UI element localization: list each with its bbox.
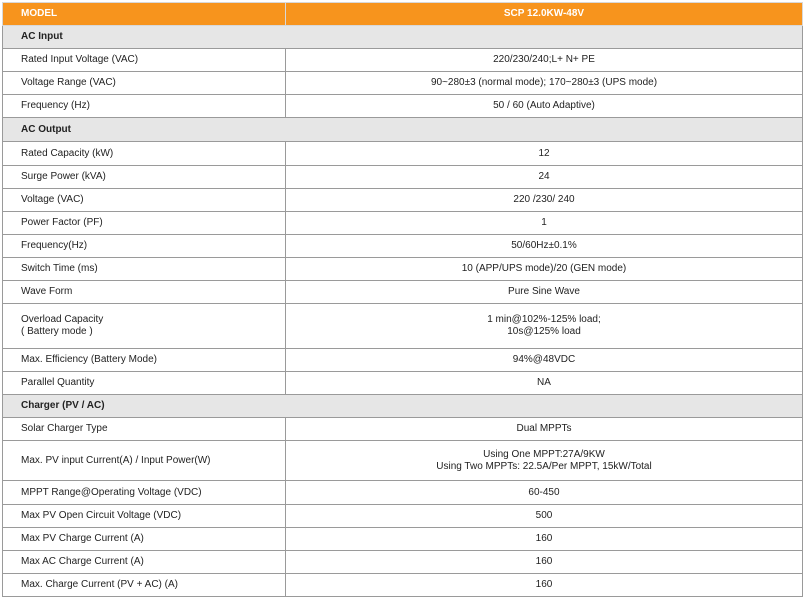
- spec-label: Max. Efficiency (Battery Mode): [3, 349, 286, 372]
- spec-value: 90~280±3 (normal mode); 170~280±3 (UPS mode): [286, 72, 803, 95]
- spec-label: Frequency (Hz): [3, 95, 286, 118]
- header-model-label: MODEL: [3, 3, 286, 26]
- spec-label: Max PV Charge Current (A): [3, 528, 286, 551]
- spec-value: 24: [286, 166, 803, 189]
- spec-table-body: [3, 3, 803, 597]
- spec-row-rated-input-voltage-vac: [3, 49, 803, 72]
- spec-label: Voltage (VAC): [3, 189, 286, 212]
- spec-label: Rated Capacity (kW): [3, 142, 286, 166]
- cell-line: Using One MPPT:27A/9KW: [483, 448, 605, 460]
- spec-row-surge-power-kva: [3, 166, 803, 189]
- spec-label: Frequency(Hz): [3, 235, 286, 258]
- spec-label: Max PV Open Circuit Voltage (VDC): [3, 505, 286, 528]
- section-title: AC Input: [3, 26, 803, 49]
- spec-value: Dual MPPTs: [286, 418, 803, 441]
- spec-value: [286, 441, 803, 481]
- header-model-value: SCP 12.0KW-48V: [286, 3, 803, 26]
- spec-value: 160: [286, 528, 803, 551]
- spec-value: 500: [286, 505, 803, 528]
- table-header-row: [3, 3, 803, 26]
- spec-row-solar-charger-type: [3, 418, 803, 441]
- spec-value: [286, 304, 803, 349]
- spec-value: 60-450: [286, 481, 803, 505]
- spec-table: [2, 2, 803, 597]
- spec-row-voltage-range-vac: [3, 72, 803, 95]
- spec-label: Rated Input Voltage (VAC): [3, 49, 286, 72]
- spec-value: 50 / 60 (Auto Adaptive): [286, 95, 803, 118]
- spec-row-switch-time-ms: [3, 258, 803, 281]
- spec-label: MPPT Range@Operating Voltage (VDC): [3, 481, 286, 505]
- cell-line: 1 min@102%-125% load;: [487, 314, 601, 325]
- spec-label: Parallel Quantity: [3, 372, 286, 395]
- cell-line: Overload Capacity: [21, 314, 104, 325]
- spec-row-max-charge-current-pv-ac-a: [3, 574, 803, 597]
- spec-row-max-pv-open-circuit-voltage-vdc: [3, 505, 803, 528]
- spec-row-voltage-vac: [3, 189, 803, 212]
- spec-label: Power Factor (PF): [3, 212, 286, 235]
- spec-value: 10 (APP/UPS mode)/20 (GEN mode): [286, 258, 803, 281]
- section-title: AC Output: [3, 118, 803, 142]
- spec-value: 220 /230/ 240: [286, 189, 803, 212]
- spec-row-max-efficiency-battery-mode: [3, 349, 803, 372]
- spec-row-mppt-range-operating-voltage-vdc: [3, 481, 803, 505]
- spec-value: 160: [286, 574, 803, 597]
- spec-value: NA: [286, 372, 803, 395]
- spec-row-rated-capacity-kw: [3, 142, 803, 166]
- spec-label: Voltage Range (VAC): [3, 72, 286, 95]
- section-row-ac-input: [3, 26, 803, 49]
- spec-row-max-ac-charge-current-a: [3, 551, 803, 574]
- spec-value: 220/230/240;L+ N+ PE: [286, 49, 803, 72]
- spec-label: Wave Form: [3, 281, 286, 304]
- cell-line: ( Battery mode ): [21, 326, 93, 337]
- spec-value: 12: [286, 142, 803, 166]
- spec-label: Surge Power (kVA): [3, 166, 286, 189]
- spec-value: 50/60Hz±0.1%: [286, 235, 803, 258]
- spec-label: [3, 304, 286, 349]
- section-title: Charger (PV / AC): [3, 395, 803, 418]
- spec-value: 94%@48VDC: [286, 349, 803, 372]
- cell-line: Using Two MPPTs: 22.5A/Per MPPT, 15kW/Total: [436, 460, 652, 472]
- spec-value: 1: [286, 212, 803, 235]
- spec-row-frequency-hz: [3, 95, 803, 118]
- spec-value: Pure Sine Wave: [286, 281, 803, 304]
- spec-label: Max. Charge Current (PV + AC) (A): [3, 574, 286, 597]
- spec-label: Max. PV input Current(A) / Input Power(W): [3, 441, 286, 481]
- spec-row-max-pv-charge-current-a: [3, 528, 803, 551]
- spec-value: 160: [286, 551, 803, 574]
- spec-row-parallel-quantity: [3, 372, 803, 395]
- section-row-charger-pv-ac: [3, 395, 803, 418]
- spec-row-max-pv-input-current-a-input-power-w: [3, 441, 803, 481]
- spec-label: Solar Charger Type: [3, 418, 286, 441]
- cell-line: 10s@125% load: [507, 326, 581, 337]
- spec-row-power-factor-pf: [3, 212, 803, 235]
- spec-row-frequency-hz: [3, 235, 803, 258]
- spec-label: Switch Time (ms): [3, 258, 286, 281]
- spec-label: Max AC Charge Current (A): [3, 551, 286, 574]
- section-row-ac-output: [3, 118, 803, 142]
- spec-row-overload-capacity: [3, 304, 803, 349]
- spec-row-wave-form: [3, 281, 803, 304]
